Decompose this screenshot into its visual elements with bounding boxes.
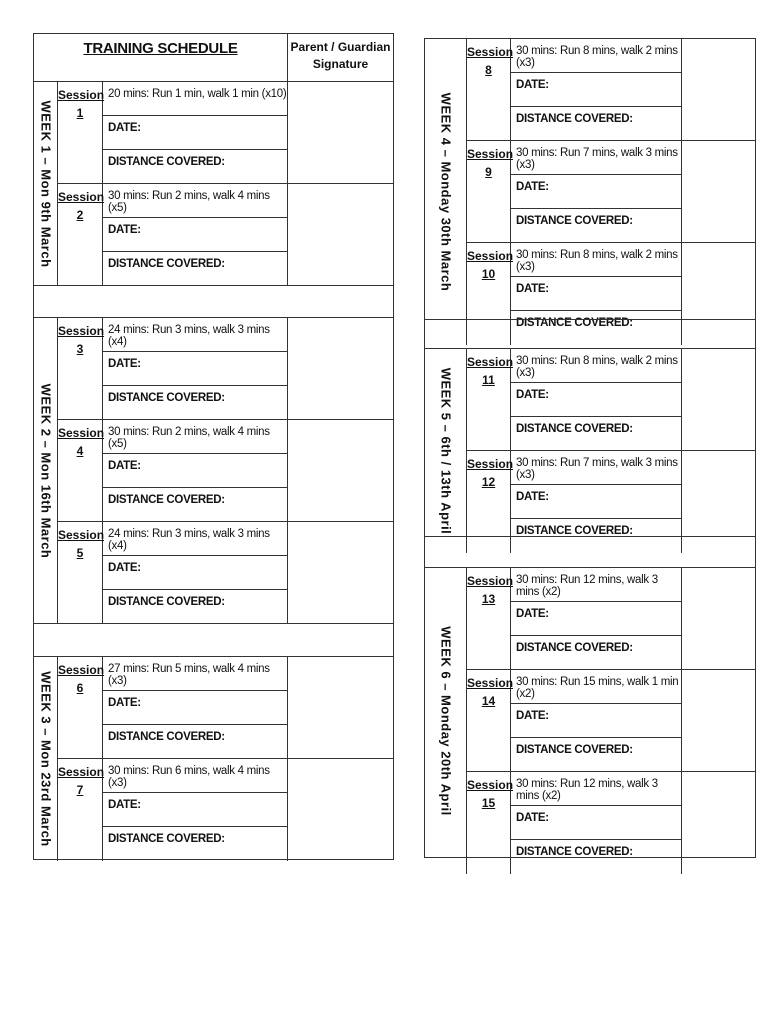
session-plan: 20 mins: Run 1 min, walk 1 min (x10) [103,82,287,116]
session-details [103,82,288,183]
session-label: Session [467,676,514,690]
date-field[interactable]: DATE: [103,116,287,150]
session-number [58,657,103,758]
date-field[interactable]: DATE: [103,218,287,252]
signature-cell[interactable] [682,141,755,242]
signature-cell[interactable] [682,349,755,450]
session-label: Session [467,574,514,588]
session-details [511,39,682,140]
date-field[interactable]: DATE: [103,691,287,725]
session-number-value: 8 [485,63,492,77]
schedule-panel-right [424,38,756,858]
session-block [58,318,393,420]
signature-cell[interactable] [682,39,755,140]
date-field[interactable]: DATE: [103,793,287,827]
distance-field[interactable]: DISTANCE COVERED: [516,744,633,756]
session-number [467,39,514,140]
week-label-text: WEEK 6 – Monday 20th April [438,626,453,816]
distance-field[interactable]: DISTANCE COVERED: [108,833,225,845]
signature-cell[interactable] [288,184,393,286]
session-block [467,349,755,451]
date-field[interactable]: DATE: [511,175,681,209]
session-number-value: 13 [481,592,496,606]
session-label: Session [467,778,514,792]
week-label [34,318,58,624]
signature-cell[interactable] [288,82,393,183]
session-number-value: 3 [76,342,84,356]
session-label: Session [467,355,514,369]
signature-cell[interactable] [682,772,755,874]
session-label: Session [58,426,105,440]
week-label-text: WEEK 3 – Mon 23rd March [38,671,53,847]
signature-cell[interactable] [682,670,755,771]
session-number [467,349,514,450]
session-block [58,82,393,184]
week-separator [34,285,393,318]
session-plan: 30 mins: Run 8 mins, walk 2 mins (x3) [511,243,681,277]
session-block [58,759,393,861]
date-field[interactable]: DATE: [511,704,681,738]
session-block [467,39,755,141]
session-label: Session [58,765,105,779]
week-block [34,657,393,861]
week-label-text: WEEK 5 – 6th / 13th April [438,367,453,535]
distance-field[interactable]: DISTANCE COVERED: [516,525,633,537]
week-label-text: WEEK 2 – Mon 16th March [38,383,53,559]
date-field[interactable]: DATE: [511,806,681,840]
session-plan: 30 mins: Run 12 mins, walk 3 mins (x2) [511,772,681,806]
session-details [103,759,288,861]
date-field[interactable]: DATE: [511,277,681,311]
week-label [34,82,58,286]
session-plan: 30 mins: Run 7 mins, walk 3 mins (x3) [511,141,681,175]
session-block [58,657,393,759]
distance-field[interactable]: DISTANCE COVERED: [516,215,633,227]
session-block [467,670,755,772]
distance-field[interactable]: DISTANCE COVERED: [108,596,225,608]
date-field[interactable]: DATE: [511,485,681,519]
session-label: Session [467,45,514,59]
distance-field[interactable]: DISTANCE COVERED: [108,156,225,168]
date-field[interactable]: DATE: [103,454,287,488]
session-number [58,184,103,286]
session-number-value: 12 [481,475,496,489]
week-block [425,39,755,345]
session-label: Session [467,147,514,161]
date-field[interactable]: DATE: [511,602,681,636]
date-field[interactable]: DATE: [103,352,287,386]
session-plan: 24 mins: Run 3 mins, walk 3 mins (x4) [103,522,287,556]
signature-cell[interactable] [288,657,393,758]
week-separator [34,623,393,657]
date-field[interactable]: DATE: [511,73,681,107]
signature-cell[interactable] [288,420,393,521]
distance-field[interactable]: DISTANCE COVERED: [516,423,633,435]
session-number-value: 2 [76,208,84,222]
session-number-value: 10 [481,267,496,281]
session-details [511,568,682,669]
session-block [58,522,393,624]
distance-field[interactable]: DISTANCE COVERED: [516,846,633,858]
signature-column-header: Parent / Guardian Signature [288,34,393,82]
schedule-panel-left [33,33,394,860]
session-plan: 30 mins: Run 8 mins, walk 2 mins (x3) [511,39,681,73]
session-block [467,568,755,670]
distance-field[interactable]: DISTANCE COVERED: [516,642,633,654]
session-plan: 30 mins: Run 8 mins, walk 2 mins (x3) [511,349,681,383]
session-details [103,420,288,521]
week-label [425,39,467,345]
session-plan: 30 mins: Run 2 mins, walk 4 mins (x5) [103,420,287,454]
session-block [58,184,393,286]
session-number [467,670,514,771]
session-plan: 24 mins: Run 3 mins, walk 3 mins (x4) [103,318,287,352]
session-label: Session [58,190,105,204]
session-number [467,141,514,242]
session-details [103,522,288,624]
distance-field[interactable]: DISTANCE COVERED: [516,317,633,329]
week-label [425,568,467,874]
signature-cell[interactable] [682,568,755,669]
signature-cell[interactable] [288,318,393,419]
week-block [34,82,393,286]
session-number-value: 11 [482,373,495,387]
session-details [103,318,288,419]
session-number [58,759,103,861]
session-details [511,349,682,450]
session-block [467,141,755,243]
date-field[interactable]: DATE: [103,556,287,590]
session-block [58,420,393,522]
week-block [425,349,755,553]
week-block [34,318,393,624]
signature-cell[interactable] [288,522,393,624]
session-label: Session [467,249,514,263]
schedule-title: TRAINING SCHEDULE [34,34,288,82]
session-number [467,772,514,874]
session-number-value: 9 [485,165,492,179]
session-number-value: 6 [76,681,84,695]
session-details [511,772,682,874]
session-plan: 30 mins: Run 7 mins, walk 3 mins (x3) [511,451,681,485]
session-details [103,657,288,758]
week-separator [425,536,755,568]
week-label [425,349,467,553]
session-label: Session [58,88,105,102]
session-number [58,522,103,624]
week-label-text: WEEK 4 – Monday 30th March [438,92,453,292]
session-plan: 30 mins: Run 6 mins, walk 4 mins (x3) [103,759,287,793]
session-label: Session [58,663,105,677]
session-number [58,420,103,521]
session-plan: 27 mins: Run 5 mins, walk 4 mins (x3) [103,657,287,691]
session-number-value: 4 [76,444,84,458]
distance-field[interactable]: DISTANCE COVERED: [108,494,225,506]
session-details [511,670,682,771]
session-number-value: 7 [76,783,84,797]
date-field[interactable]: DATE: [511,383,681,417]
distance-field[interactable]: DISTANCE COVERED: [108,392,225,404]
session-number [467,568,514,669]
session-plan: 30 mins: Run 15 mins, walk 1 min (x2) [511,670,681,704]
distance-field[interactable]: DISTANCE COVERED: [108,258,225,270]
session-label: Session [58,528,105,542]
session-number-value: 5 [76,546,84,560]
distance-field[interactable]: DISTANCE COVERED: [108,731,225,743]
signature-cell[interactable] [288,759,393,861]
session-block [467,772,755,874]
session-number-value: 15 [481,796,496,810]
session-number-value: 14 [481,694,496,708]
week-separator [425,319,755,349]
distance-field[interactable]: DISTANCE COVERED: [516,113,633,125]
session-number [58,82,103,183]
session-label: Session [58,324,105,338]
session-plan: 30 mins: Run 2 mins, walk 4 mins (x5) [103,184,287,218]
session-number [58,318,103,419]
week-label-text: WEEK 1 – Mon 9th March [38,100,53,268]
week-block [425,568,755,874]
session-details [103,184,288,286]
week-label [34,657,58,861]
session-details [511,141,682,242]
session-plan: 30 mins: Run 12 mins, walk 3 mins (x2) [511,568,681,602]
session-number-value: 1 [76,106,84,120]
session-label: Session [467,457,514,471]
